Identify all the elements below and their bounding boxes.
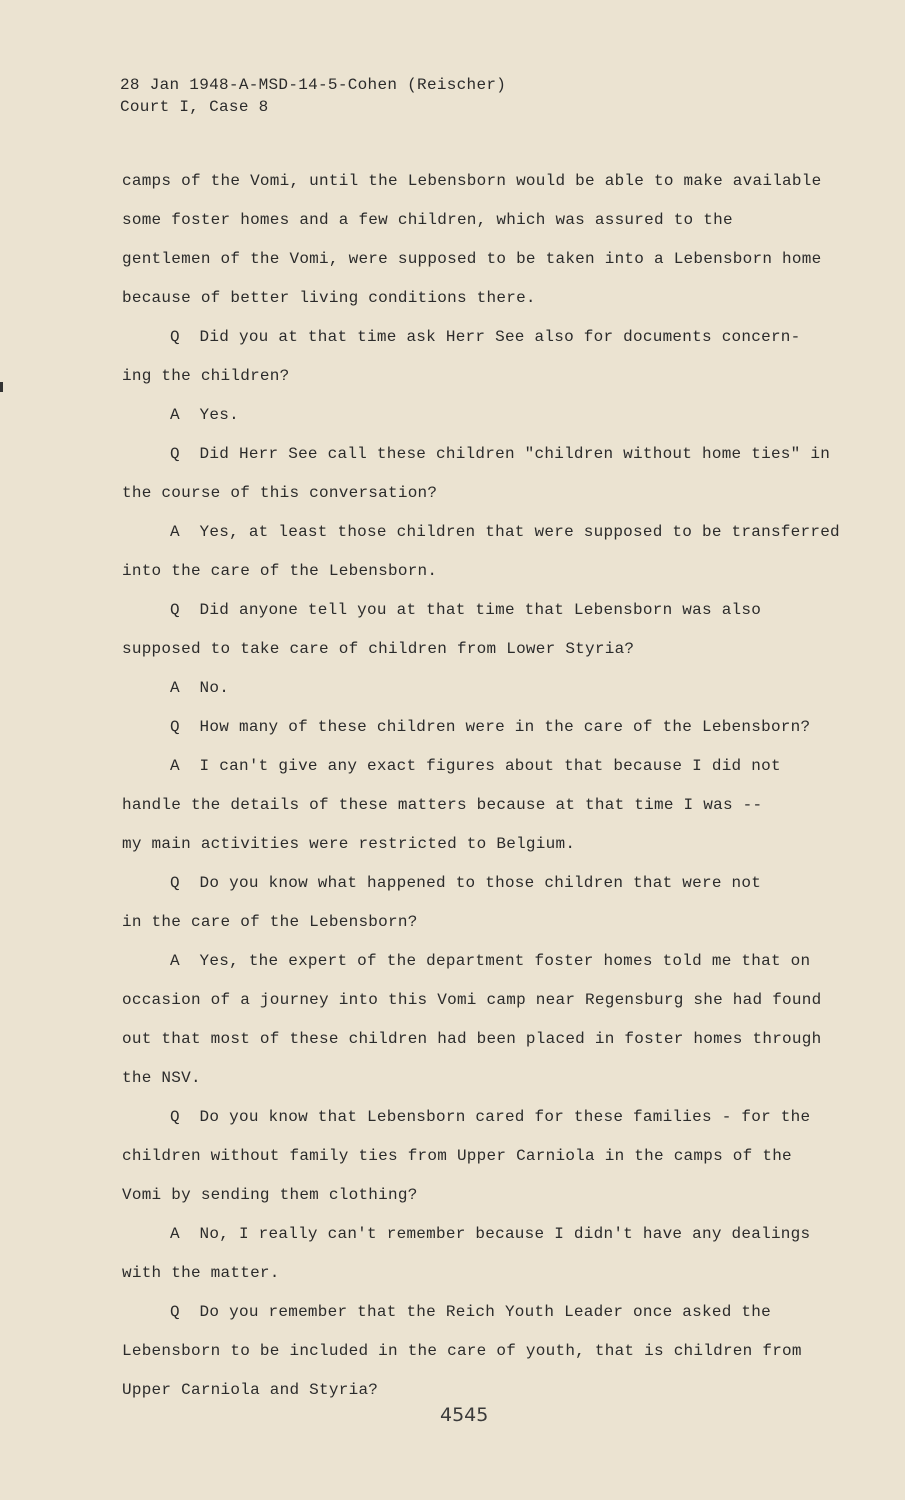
page-number: 4545 [440,1404,489,1426]
transcript-line: A Yes, at least those children that were supposed to be transferred [170,523,840,541]
transcript-line: Q Do you know what happened to those children that were not [170,874,762,892]
transcript-body [122,170,840,1418]
transcript-line: children without family ties from Upper Carniola in the camps of the [122,1147,792,1165]
transcript-line: supposed to take care of children from Lower Styria? [122,640,635,658]
transcript-line: Q How many of these children were in the care of the Lebensborn? [170,718,811,736]
transcript-line: A I can't give any exact figures about that because I did not [170,757,781,775]
transcript-line: the NSV. [122,1069,201,1087]
transcript-line: A No, I really can't remember because I didn't have any dealings [170,1225,811,1243]
transcript-line: Lebensborn to be included in the care of youth, that is children from [122,1342,802,1360]
margin-mark [0,382,3,392]
transcript-line: Vomi by sending them clothing? [122,1186,418,1204]
transcript-line: some foster homes and a few children, which was assured to the [122,211,733,229]
transcript-line: Q Do you remember that the Reich Youth Leader once asked the [170,1303,771,1321]
transcript-line: out that most of these children had been placed in foster homes through [122,1030,822,1048]
transcript-line: Q Did anyone tell you at that time that Lebensborn was also [170,601,762,619]
transcript-line: Upper Carniola and Styria? [122,1381,379,1399]
transcript-line: my main activities were restricted to Belgium. [122,835,576,853]
transcript-line: Q Do you know that Lebensborn cared for these families - for the [170,1108,811,1126]
transcript-line: gentlemen of the Vomi, were supposed to be taken into a Lebensborn home [122,250,822,268]
transcript-line: camps of the Vomi, until the Lebensborn would be able to make available [122,172,822,190]
transcript-line: A Yes, the expert of the department foster homes told me that on [170,952,811,970]
header-line-1: 28 Jan 1948-A-MSD-14-5-Cohen (Reischer) [120,76,507,94]
transcript-line: in the care of the Lebensborn? [122,913,418,931]
transcript-line: ing the children? [122,367,290,385]
transcript-line: A Yes. [170,406,239,424]
transcript-line: with the matter. [122,1264,280,1282]
transcript-line: occasion of a journey into this Vomi camp near Regensburg she had found [122,991,822,1009]
transcript-line: because of better living conditions there. [122,289,536,307]
transcript-line: Q Did you at that time ask Herr See also for documents concern- [170,328,801,346]
document-header [120,74,506,118]
transcript-line: the course of this conversation? [122,484,438,502]
transcript-line: A No. [170,679,230,697]
transcript-line: handle the details of these matters because at that time I was -- [122,796,763,814]
header-line-2: Court I, Case 8 [120,98,269,116]
transcript-line: into the care of the Lebensborn. [122,562,438,580]
transcript-line: Q Did Herr See call these children "children without home ties" in [170,445,831,463]
